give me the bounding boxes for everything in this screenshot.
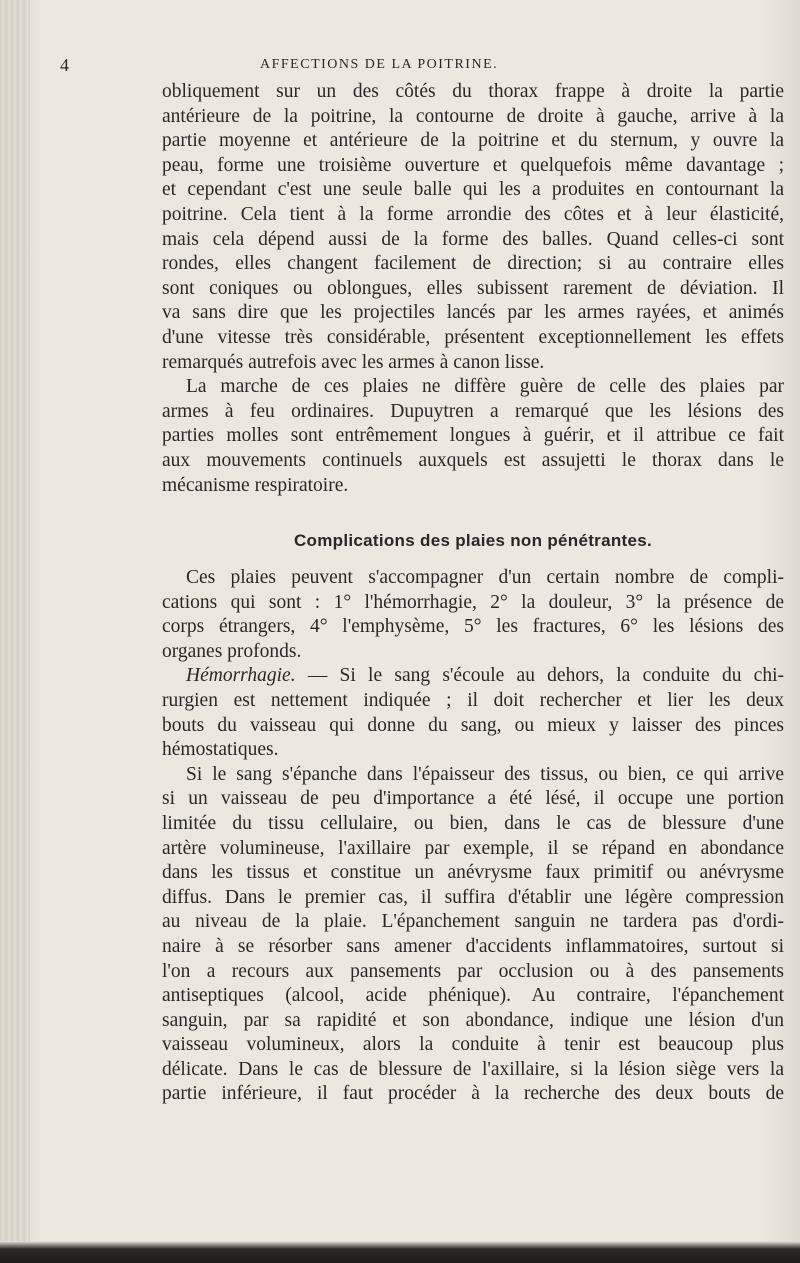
text-line: et cependant c'est une seule balle qui les a produites en contournant la: [162, 179, 784, 201]
section-title: Complications des plaies non pénétrantes.: [293, 531, 653, 550]
text-line: antérieure de la poitrine, la contourne de droite à gauche, arrive à la: [162, 105, 784, 127]
text-line: aux mouvements continuels auxquels est assujetti le thorax dans le: [162, 449, 784, 471]
text-block-top: [162, 80, 784, 498]
text-line: limitée du tissu cellulaire, ou bien, dans le cas de blessure d'une: [162, 812, 784, 834]
text-line: partie moyenne et antérieure de la poitrine et du sternum, y ouvre la: [162, 130, 784, 152]
text-line: Si le sang s'épanche dans l'épaisseur des tissus, ou bien, ce qui arrive: [186, 763, 784, 785]
text-line: d'une vitesse très considérable, présentent exceptionnellement les effets: [162, 326, 784, 348]
text-line: [162, 664, 784, 689]
text-line: poitrine. Cela tient à la forme arrondie des côtes et à leur élasticité,: [162, 203, 784, 225]
text-line: antiseptiques (alcool, acide phénique). Au contraire, l'épanchement: [162, 985, 784, 1007]
text-line: hémostatiques.: [162, 739, 279, 761]
text-line: va sans dire que les projectiles lancés par les armes rayées, et animés: [162, 302, 784, 324]
text-line: bouts du vaisseau qui donne du sang, ou mieux y laisser des pinces: [162, 714, 784, 736]
text-line: armes à feu ordinaires. Dupuytren a remarqué que les lésions des: [162, 400, 784, 422]
text-line: si un vaisseau de peu d'importance a été lésé, il occupe une portion: [162, 788, 784, 810]
text-line: délicate. Dans le cas de blessure de l'axillaire, si la lésion siège vers la: [162, 1058, 784, 1080]
text-line: peau, forme une troisième ouverture et quelquefois même davantage ;: [162, 154, 784, 176]
page-number: 4: [60, 55, 70, 75]
paragraph-5: [162, 763, 784, 1107]
text-line: vaisseau volumineux, alors la conduite à tenir est beaucoup plus: [162, 1034, 784, 1056]
text-line: La marche de ces plaies ne diffère guère de celle des plaies par: [186, 376, 784, 398]
text-line: Ces plaies peuvent s'accompagner d'un certain nombre de compli-: [186, 567, 784, 588]
book-binding-edge: [0, 0, 30, 1263]
text-line-rest: — Si le sang s'écoule au dehors, la conduite du chi-: [295, 665, 784, 687]
running-head: AFFECTIONS DE LA POITRINE.: [260, 57, 499, 72]
paragraph-2: [162, 375, 784, 498]
page-bottom-edge: [0, 1241, 800, 1263]
text-line: sont coniques ou oblongues, elles subissent rarement de déviation. Il: [162, 277, 784, 299]
text-line: rurgien est nettement indiquée ; il doit rechercher et lier les deux: [162, 689, 784, 711]
text-line: organes profonds.: [162, 640, 302, 662]
text-line: rondes, elles changent facilement de direction; si au contraire elles: [162, 253, 784, 275]
text-line: parties molles sont entrêmement longues à guérir, et il attribue ce fait: [162, 425, 784, 447]
text-line: mais cela dépend aussi de la forme des balles. Quand celles-ci sont: [162, 228, 784, 250]
text-line: naire à se résorber sans amener d'accidents inflammatoires, surtout si: [162, 935, 784, 957]
text-line: diffus. Dans le premier cas, il suffira d'établir une légère compression: [162, 886, 784, 908]
text-line: dans les tissus et constitue un anévrysme faux primitif ou anévrysme: [162, 862, 784, 884]
text-line: au niveau de la plaie. L'épanchement sanguin ne tardera pas d'ordi-: [162, 911, 784, 933]
text-line: l'on a recours aux pansements par occlusion ou à des pansements: [162, 960, 784, 982]
paragraph-4: [162, 664, 784, 762]
paragraph-3: [162, 566, 784, 664]
text-line: cations qui sont : 1° l'hémorrhagie, 2° la douleur, 3° la présence de: [162, 591, 784, 613]
text-line: obliquement sur un des côtés du thorax frappe à droite la partie: [162, 81, 784, 102]
text-line: corps étrangers, 4° l'emphysème, 5° les fractures, 6° les lésions des: [162, 616, 784, 638]
text-line: sanguin, par sa rapidité et son abondance, indique une lésion d'un: [162, 1009, 784, 1031]
text-line: partie inférieure, il faut procéder à la recherche des deux bouts de: [162, 1083, 784, 1105]
text-block-bottom: [162, 566, 784, 1107]
text-line: mécanisme respiratoire.: [162, 474, 349, 496]
page-header: [60, 55, 760, 79]
text-line: remarqués autrefois avec les armes à canon lisse.: [162, 351, 545, 373]
paragraph-1: [162, 80, 784, 375]
text-line: artère volumineuse, l'axillaire par exemple, il se répand en abondance: [162, 837, 784, 859]
hemorrhagie-term: Hémorrhagie.: [186, 665, 296, 687]
